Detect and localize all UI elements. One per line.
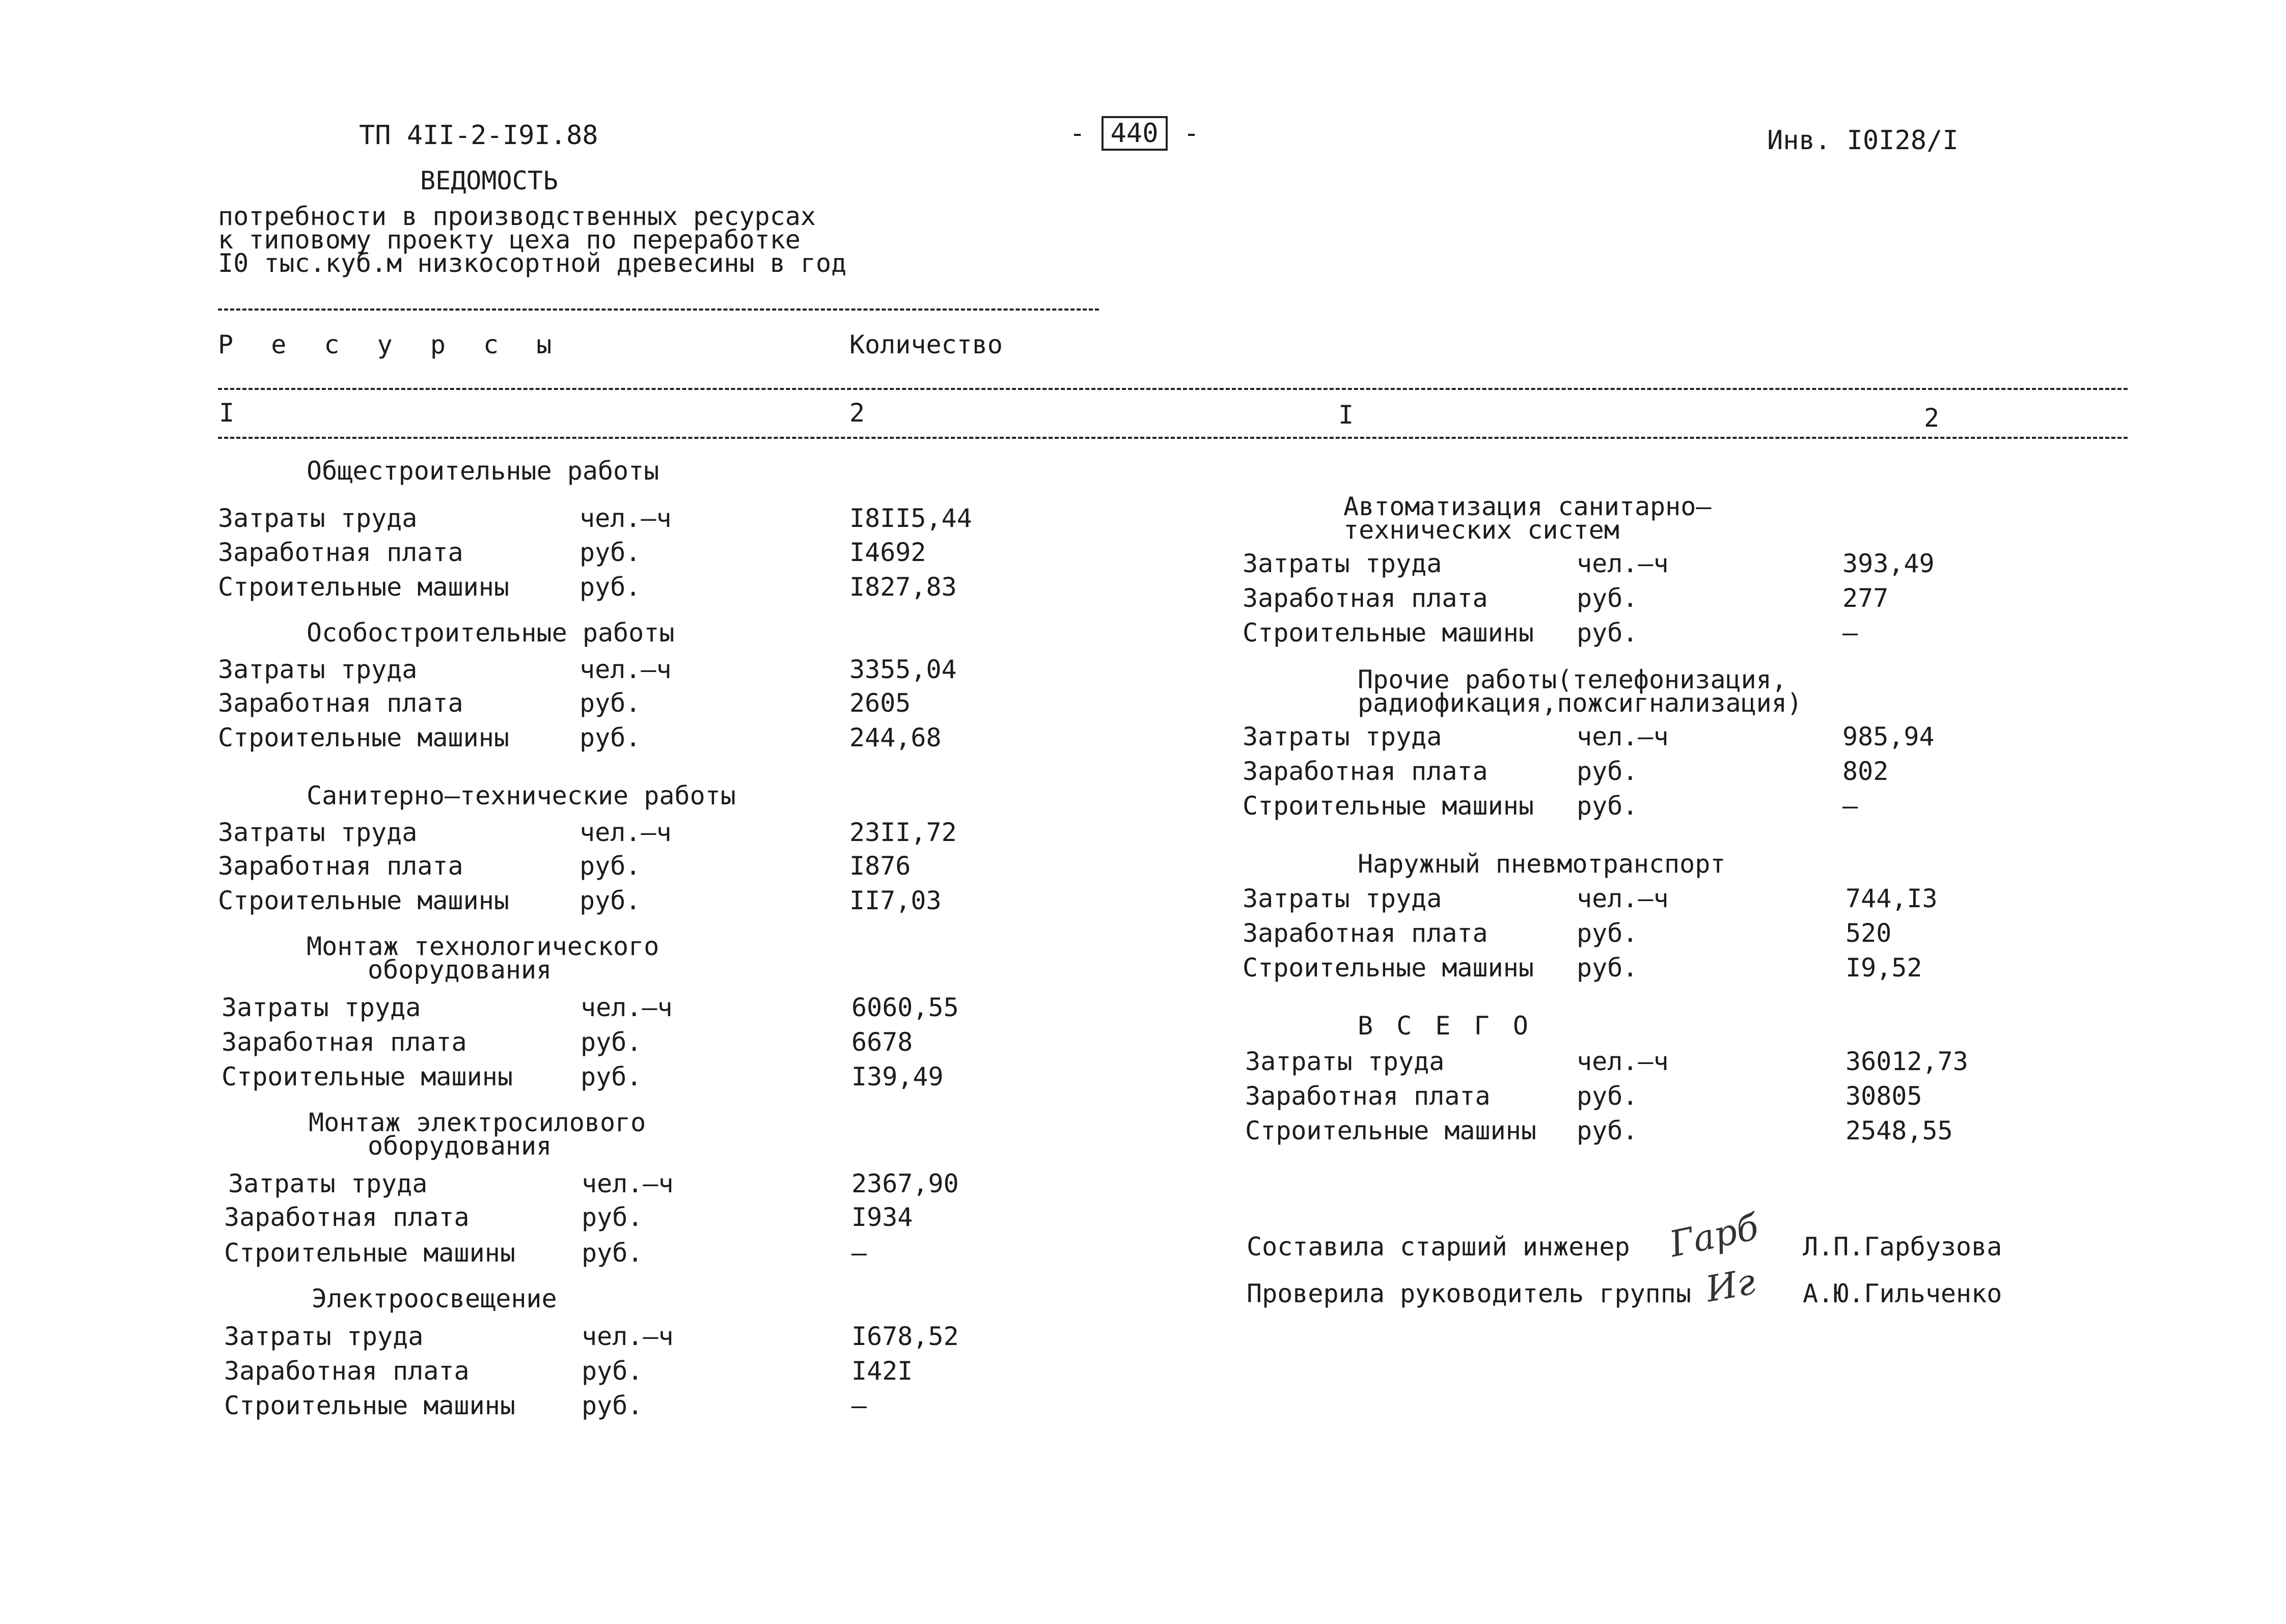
machines-label: Строительные машины [224,1238,515,1268]
labor-label: Затраты труда [1243,884,1442,913]
labor-value: 744,I3 [1846,884,1938,913]
labor-label: Затраты труда [218,503,418,533]
unit-rub: руб. [581,1062,642,1091]
unit-hours: чел.–ч [581,993,673,1022]
wages-value: I42I [851,1356,913,1386]
labor-label: Затраты труда [1243,722,1442,751]
column-number-1-right: I [1338,400,1354,430]
unit-rub: руб. [582,1391,643,1420]
labor-label: Затраты труда [1243,549,1442,578]
unit-hours: чел.–ч [580,655,672,684]
doc-heading: ВЕДОМОСТЬ [420,166,558,195]
section-title-line-2: радиофикация,пожсигнализация) [1358,688,1802,718]
section-title: Общестроительные работы [307,456,659,486]
unit-rub: руб. [582,1356,643,1386]
column-number-1: I [219,398,235,428]
column-header-quantity: Количество [849,330,1003,359]
wages-value: 6678 [851,1027,913,1057]
wages-label: Заработная плата [224,1356,470,1386]
unit-rub: руб. [1577,953,1638,983]
unit-rub: руб. [1577,1116,1638,1145]
machines-value: I39,49 [851,1062,944,1091]
wages-value: 2605 [849,688,911,718]
doc-title-line-1: потребности в производственных ресурсах [218,202,816,231]
unit-rub: руб. [1577,1081,1638,1111]
section-title-line-2: оборудования [368,955,552,985]
unit-hours: чел.–ч [582,1322,674,1351]
wages-label: Заработная плата [1243,757,1488,786]
unit-rub: руб. [582,1202,643,1232]
wages-label: Заработная плата [218,688,463,718]
section-title: Санитерно–технические работы [307,781,736,810]
wages-value: 520 [1846,918,1892,948]
section-title: Прочие работы(телефонизация, [1358,665,1787,694]
wages-label: Заработная плата [1243,583,1488,613]
wages-value: I934 [851,1202,913,1232]
checked-by-label: Проверила руководитель группы [1247,1279,1691,1308]
unit-rub: руб. [1577,757,1638,786]
header-rule-top [218,309,1099,311]
wages-label: Заработная плата [224,1202,470,1232]
wages-value: I4692 [849,538,926,567]
unit-hours: чел.–ч [1577,884,1669,913]
wages-label: Заработная плата [218,851,463,881]
wages-value: 802 [1842,757,1889,786]
section-title-line-2: оборудования [368,1131,552,1161]
labor-value: 23II,72 [849,818,957,847]
unit-rub: руб. [1577,583,1638,613]
unit-hours: чел.–ч [1577,1047,1669,1076]
total-labor-value: 36012,73 [1846,1047,1968,1076]
labor-label: Затраты труда [222,993,421,1022]
unit-rub: руб. [580,851,641,881]
unit-rub: руб. [1577,791,1638,821]
unit-rub: руб. [581,1027,642,1057]
labor-value: I678,52 [851,1322,959,1351]
doc-title-line-3: I0 тыс.куб.м низкосортной древесины в год [218,248,847,278]
header-rule-bottom [218,437,2128,439]
unit-rub: руб. [580,538,641,567]
machines-value: I9,52 [1846,953,1922,983]
machines-label: Строительные машины [1243,953,1534,983]
column-number-2-right: 2 [1924,403,1940,433]
machines-value: – [851,1391,867,1420]
compiled-signature: Гарб [1666,1206,1762,1266]
header-rule-middle [218,388,2128,390]
machines-value: II7,03 [849,886,942,915]
unit-hours: чел.–ч [580,818,672,847]
machines-value: I827,83 [849,572,957,602]
section-title: Монтаж электросилового [309,1108,646,1137]
unit-hours: чел.–ч [580,503,672,533]
machines-label: Строительные машины [218,886,509,915]
section-title-line-2: технических систем [1343,515,1619,545]
unit-rub: руб. [580,572,641,602]
checked-by-name: А.Ю.Гильченко [1803,1279,2002,1308]
total-machines-value: 2548,55 [1846,1116,1953,1145]
doc-title-line-2: к типовому проекту цеха по переработке [218,225,801,255]
column-number-2: 2 [849,398,865,428]
compiled-by-label: Составила старший инженер [1247,1232,1630,1262]
wages-label: Заработная плата [222,1027,467,1057]
compiled-by-name: Л.П.Гарбузова [1803,1232,2002,1262]
wages-value: 277 [1842,583,1889,613]
labor-value: 6060,55 [851,993,959,1022]
labor-label: Затраты труда [228,1169,428,1198]
machines-value: – [1842,791,1858,821]
wages-label: Заработная плата [1245,1081,1491,1111]
machines-value: – [1842,618,1858,648]
unit-hours: чел.–ч [1577,549,1669,578]
machines-label: Строительные машины [218,723,509,752]
labor-label: Затраты труда [1245,1047,1445,1076]
labor-label: Затраты труда [218,655,418,684]
unit-hours: чел.–ч [1577,722,1669,751]
machines-label: Строительные машины [222,1062,513,1091]
labor-value: 3355,04 [849,655,957,684]
section-title: Автоматизация санитарно– [1343,492,1712,521]
unit-rub: руб. [1577,618,1638,648]
labor-label: Затраты труда [224,1322,424,1351]
unit-rub: руб. [580,688,641,718]
labor-value: I8II5,44 [849,503,972,533]
inventory-number: Инв. I0I28/I [1767,125,1959,156]
section-title: Монтаж технологического [307,932,659,961]
total-wages-value: 30805 [1846,1081,1922,1111]
unit-rub: руб. [580,723,641,752]
labor-value: 393,49 [1842,549,1935,578]
machines-label: Строительные машины [224,1391,515,1420]
total-title: В С Е Г О [1358,1011,1532,1041]
section-title: Особостроительные работы [307,618,675,648]
section-title: Наружный пневмотранспорт [1358,849,1726,879]
wages-label: Заработная плата [218,538,463,567]
document-code: ТП 4II-2-I9I.88 [359,120,598,151]
wages-label: Заработная плата [1243,918,1488,948]
labor-value: 2367,90 [851,1169,959,1198]
section-title: Электроосвещение [312,1284,557,1313]
machines-label: Строительные машины [1243,618,1534,648]
checked-signature: Иг [1702,1261,1758,1310]
machines-value: 244,68 [849,723,942,752]
unit-rub: руб. [580,886,641,915]
unit-rub: руб. [582,1238,643,1268]
machines-label: Строительные машины [218,572,509,602]
machines-label: Строительные машины [1245,1116,1536,1145]
machines-value: – [851,1238,867,1268]
unit-hours: чел.–ч [582,1169,674,1198]
labor-label: Затраты труда [218,818,418,847]
page-number-box: 440 [1101,116,1168,151]
page-number: - 440 - [1069,120,1199,147]
unit-rub: руб. [1577,918,1638,948]
labor-value: 985,94 [1842,722,1935,751]
wages-value: I876 [849,851,911,881]
column-header-resources: Р е с у р с ы [218,330,563,359]
machines-label: Строительные машины [1243,791,1534,821]
